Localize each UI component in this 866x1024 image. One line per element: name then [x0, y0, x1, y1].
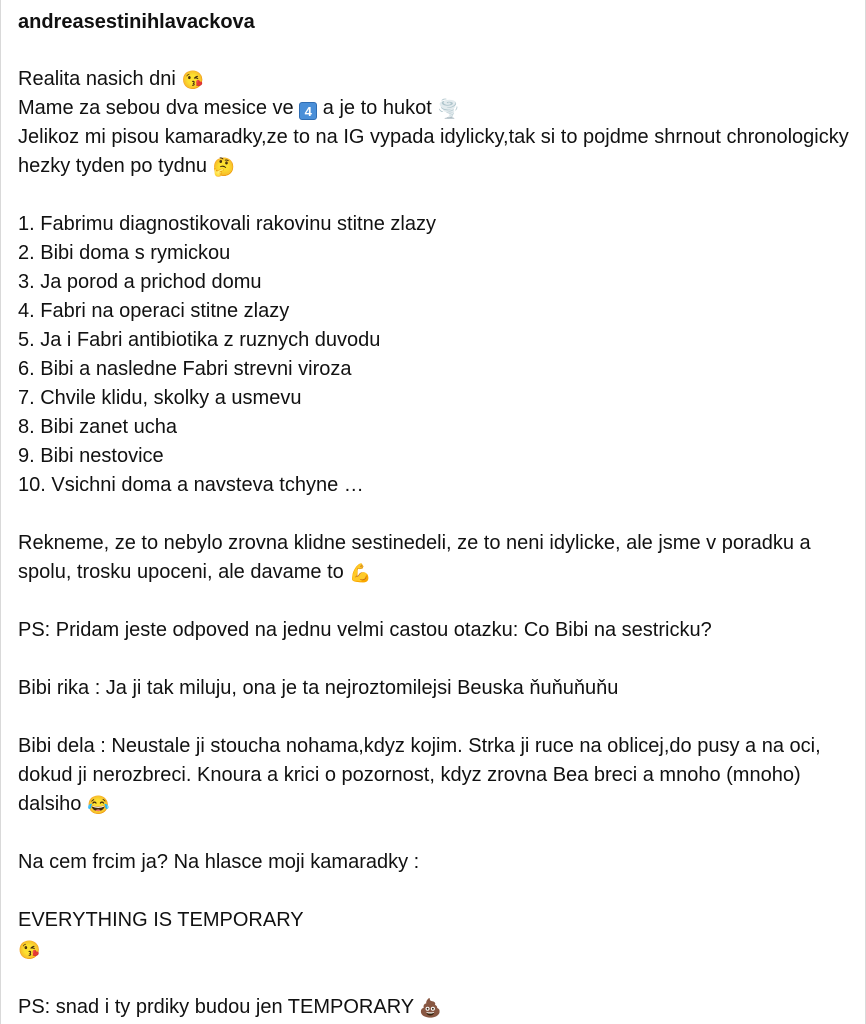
- spacer: [18, 500, 849, 529]
- caption-paragraph-rekneme: [18, 529, 849, 587]
- tornado-emoji-icon: 🌪️: [437, 99, 460, 119]
- caption-text: Rekneme, ze to nebylo zrovna klidne sestinedeli, ze to neni idylicke, ale jsme v poradku a spolu, trosku upoceni, ale davame to: [18, 532, 811, 583]
- tears-of-joy-emoji-icon: 😂: [86, 795, 110, 815]
- caption-line-temporary: EVERYTHING IS TEMPORARY: [18, 909, 304, 931]
- caption-line-temporary-emoji: [18, 935, 849, 964]
- keycap-4-icon: 4: [299, 102, 317, 120]
- kiss-face-emoji-icon: 😘: [181, 70, 204, 90]
- caption-text: Bibi dela : Neustale ji stoucha nohama,kdyz kojim. Strka ji ruce na oblicej,do pusy a na oci, dokud ji nerozbreci. Knoura a krici o pozornost, kdyz zrovna Bea breci a mnoho (mnoho) dalsiho: [18, 735, 821, 815]
- caption-line-jelikoz: [18, 123, 849, 181]
- list-item: 3. Ja porod a prichod domu: [18, 271, 262, 293]
- caption-text: Mame za sebou dva mesice ve: [18, 97, 300, 119]
- caption-paragraph-bibi-rika: Bibi rika : Ja ji tak miluju, ona je ta nejroztomilejsi Beuska ňuňuňuňu: [18, 677, 619, 699]
- kiss-face-emoji-icon: 😘: [18, 940, 41, 960]
- caption-text: PS: snad i ty prdiky budou jen TEMPORARY: [18, 996, 420, 1018]
- thinking-face-emoji-icon: 🤔: [212, 157, 235, 177]
- spacer: [18, 819, 849, 848]
- post-caption: [18, 36, 849, 1022]
- list-item: 9. Bibi nestovice: [18, 445, 164, 467]
- caption-paragraph-ps-prdiky: [18, 993, 849, 1022]
- flexed-biceps-emoji-icon: 💪: [349, 563, 372, 583]
- pile-of-poo-emoji-icon: 💩: [419, 998, 442, 1018]
- list-item: 4. Fabri na operaci stitne zlazy: [18, 300, 290, 322]
- list-item: 1. Fabrimu diagnostikovali rakovinu stitne zlazy: [18, 213, 436, 235]
- spacer: [18, 877, 849, 906]
- list-item: 8. Bibi zanet ucha: [18, 416, 177, 438]
- caption-text: Realita nasich dni: [18, 68, 182, 90]
- caption-line-mame: [18, 94, 849, 123]
- caption-text: a je to hukot: [317, 97, 438, 119]
- spacer: [18, 181, 849, 210]
- caption-paragraph-na-cem: Na cem frcim ja? Na hlasce moji kamaradky :: [18, 851, 420, 873]
- spacer: [18, 964, 849, 993]
- caption-line-realita: [18, 65, 849, 94]
- spacer: [18, 587, 849, 616]
- spacer: [18, 645, 849, 674]
- list-item: 10. Vsichni doma a navsteva tchyne …: [18, 474, 364, 496]
- spacer: [18, 36, 849, 65]
- list-item: 2. Bibi doma s rymickou: [18, 242, 231, 264]
- list-item: 5. Ja i Fabri antibiotika z ruznych duvodu: [18, 329, 381, 351]
- caption-paragraph-ps-question: PS: Pridam jeste odpoved na jednu velmi castou otazku: Co Bibi na sestricku?: [18, 619, 712, 641]
- caption-paragraph-bibi-dela: [18, 732, 849, 819]
- caption-text: Jelikoz mi pisou kamaradky,ze to na IG vypada idylicky,tak si to pojdme shrnout chronologicky hezky tyden po tydnu: [18, 126, 849, 177]
- list-item: 6. Bibi a nasledne Fabri strevni viroza: [18, 358, 352, 380]
- post-author-username[interactable]: andreasestinihlavackova: [18, 11, 255, 33]
- spacer: [18, 703, 849, 732]
- list-item: 7. Chvile klidu, skolky a usmevu: [18, 387, 302, 409]
